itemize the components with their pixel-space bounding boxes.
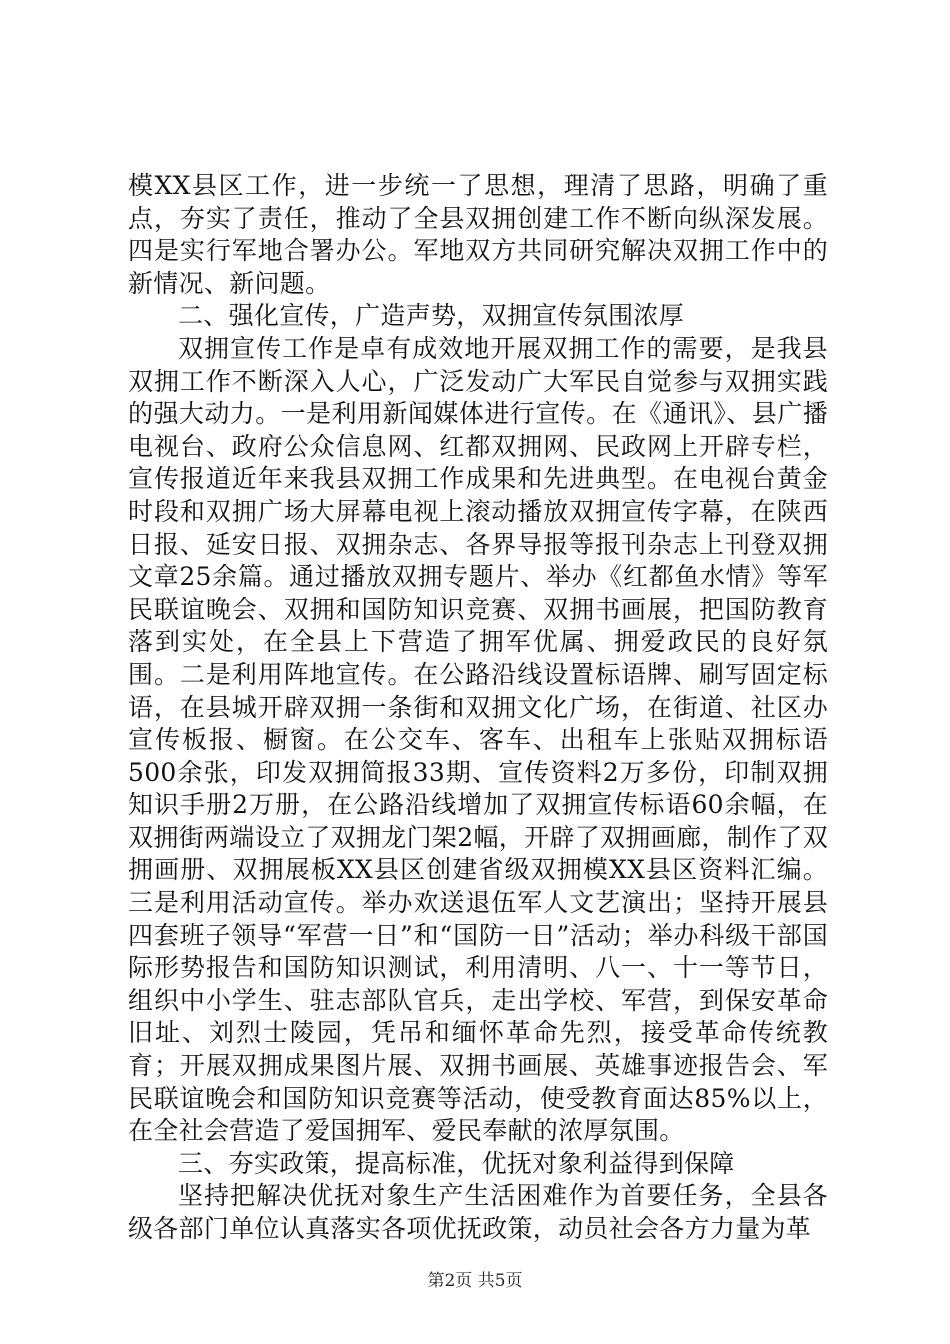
page-footer [0,1270,950,1292]
paragraph-continuation: 模XX县区工作，进一步统一了思想，理清了思路，明确了重点，夯实了责任，推动了全县双拥创建工作不断向纵深发展。四是实行军地合署办公。军地双方共同研究解决双拥工作中的新情况、新问题。 [128,171,828,298]
paragraph-publicity: 双拥宣传工作是卓有成效地开展双拥工作的需要，是我县双拥工作不断深入人心，广泛发动广大军民自觉参与双拥实践的强大动力。一是利用新闻媒体进行宣传。在《通讯》、县广播电视台、政府公众信息网、红都双拥网、民政网上开辟专栏，宣传报道近年来我县双拥工作成果和先进典型。在电视台黄金时段和双拥广场大屏幕电视上滚动播放双拥宣传字幕，在陕西日报、延安日报、双拥杂志、各界导报等报刊杂志上刊登双拥文章25余篇。通过播放双拥专题片、举办《红都鱼水情》等军民联谊晚会、双拥和国防知识竞赛、双拥书画展，把国防教育落到实处，在全县上下营造了拥军优属、拥爱政民的良好氛围。二是利用阵地宣传。在公路沿线设置标语牌、刷写固定标语，在县城开辟双拥一条街和双拥文化广场，在街道、社区办宣传板报、橱窗。在公交车、客车、出租车上张贴双拥标语500余张，印发双拥简报33期、宣传资料2万多份，印制双拥知识手册2万册，在公路沿线增加了双拥宣传标语60余幅，在双拥街两端设立了双拥龙门架2幅，开辟了双拥画廊，制作了双拥画册、双拥展板XX县区创建省级双拥模XX县区资料汇编。三是利用活动宣传。举办欢送退伍军人文艺演出；坚持开展县四套班子领导“军营一日”和“国防一日”活动；举办科级干部国际形势报告和国防知识测试，利用清明、八一、十一等节日，组织中小学生、驻志部队官兵，走出学校、军营，到保安革命旧址、刘烈士陵园，凭吊和缅怀革命先烈，接受革命传统教育；开展双拥成果图片展、双拥书画展、英雄事迹报告会、军民联谊晚会和国防知识竞赛等活动，使受教育面达85%以上，在全社会营造了爱国拥军、爱民奉献的浓厚氛围。 [128,333,828,1146]
paragraph-preferential-care: 坚持把解决优抚对象生产生活困难作为首要任务，全县各级各部门单位认真落实各项优抚政策，动员社会各方力量为革 [128,1181,828,1243]
page-number-indicator: 第2页 共5页 [427,1271,523,1291]
section-heading-3: 三、夯实政策，提高标准，优抚对象利益得到保障 [178,1148,735,1178]
section-heading-2: 二、强化宣传，广造声势，双拥宣传氛围浓厚 [178,301,685,331]
document-body [128,170,828,1246]
